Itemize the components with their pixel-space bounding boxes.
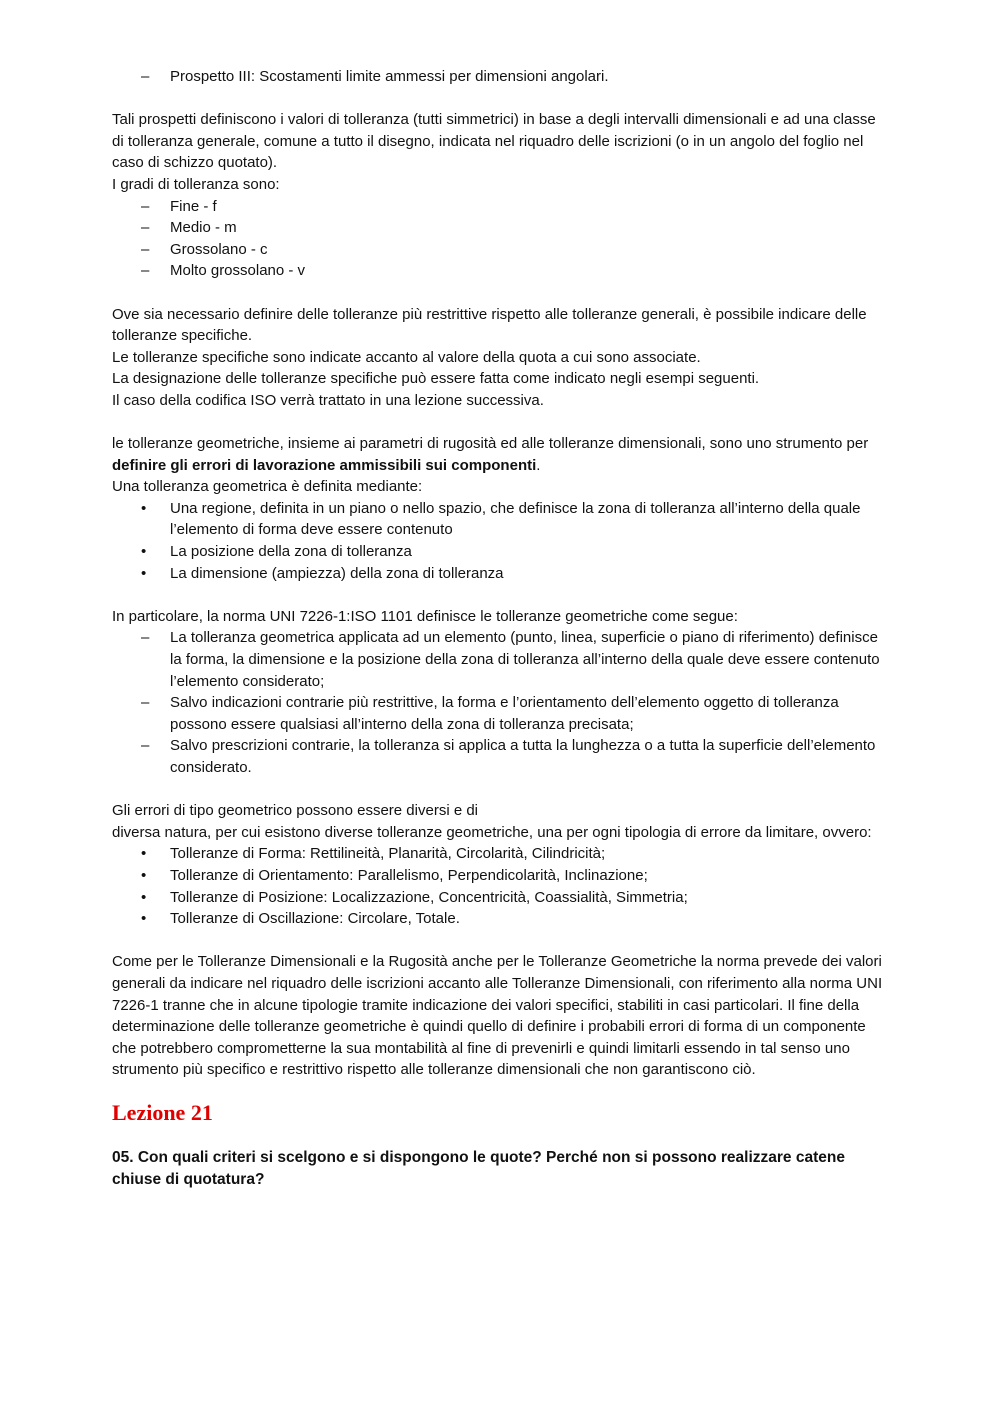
list-item — [112, 217, 888, 239]
list-item-text: Fine - f — [170, 197, 217, 215]
list-item — [112, 498, 888, 541]
paragraph-text: . — [536, 456, 541, 474]
paragraph: Come per le Tolleranze Dimensionali e la Rugosità anche per le Tolleranze Geometriche la norma prevede dei valori generali da indicare nel riquadro delle iscrizioni accanto alle Tolleranze Dimensionali, con riferimento alla norma UNI 7226-1 tranne che in alcune tipologie tramite indicazione dei valori specifici, stabiliti in casi particolari. Il fine della determinazione delle tolleranze geometriche è quindi quello di definire i probabili errori di forma di un componente che potrebbero comprometterne la sua montabilità al fine di prevenirli e quindi limitarli essendo in tal senso uno strumento più specifico e restrittivo rispetto alle tolleranze dimensionali che non garantiscono ciò. — [112, 953, 883, 1079]
paragraph: Gli errori di tipo geometrico possono essere diversi e di — [112, 802, 478, 820]
dash-marker: – — [141, 219, 150, 237]
bullet-marker: • — [141, 888, 147, 906]
list-item — [112, 239, 888, 261]
list-item-text: Tolleranze di Posizione: Localizzazione, Concentricità, Coassialità, Simmetria; — [170, 888, 688, 906]
dash-marker: – — [141, 197, 150, 215]
list-item — [112, 843, 888, 865]
tipologie-list — [112, 843, 888, 929]
list-item-text: Medio - m — [170, 219, 237, 237]
norma-list — [112, 627, 888, 778]
gradi-list — [112, 196, 888, 282]
list-item — [112, 692, 888, 735]
paragraph: Ove sia necessario definire delle tolleranze più restrittive rispetto alle tolleranze generali, è possibile indicare delle tolleranze specifiche. — [112, 305, 867, 345]
bullet-marker: • — [141, 543, 147, 561]
list-item-text: Grossolano - c — [170, 240, 268, 258]
list-item — [112, 887, 888, 909]
paragraph: Le tolleranze specifiche sono indicate accanto al valore della quota a cui sono associate. — [112, 348, 701, 366]
list-item — [112, 66, 888, 88]
paragraph: diversa natura, per cui esistono diverse tolleranze geometriche, una per ogni tipologia di errore da limitare, ovvero: — [112, 823, 872, 841]
list-item-text: Salvo indicazioni contrarie più restrittive, la forma e l’orientamento dell’elemento oggetto di tolleranza possono essere qualsiasi all’interno della zona di tolleranza precisata; — [170, 694, 839, 733]
list-item — [112, 260, 888, 282]
list-item — [112, 196, 888, 218]
list-item-text: Tolleranze di Orientamento: Parallelismo, Perpendicolarità, Inclinazione; — [170, 866, 648, 884]
paragraph: In particolare, la norma UNI 7226-1:ISO 1101 definisce le tolleranze geometriche come segue: — [112, 607, 738, 625]
list-item — [112, 865, 888, 887]
list-item-text: La posizione della zona di tolleranza — [170, 543, 412, 561]
paragraph-text: le tolleranze geometriche, insieme ai parametri di rugosità ed alle tolleranze dimensionali, sono uno strumento per — [112, 435, 869, 453]
dash-marker: – — [141, 240, 150, 258]
list-item-text: La dimensione (ampiezza) della zona di tolleranza — [170, 564, 504, 582]
list-item-text: Tolleranze di Oscillazione: Circolare, Totale. — [170, 910, 460, 928]
bullet-marker: • — [141, 499, 147, 517]
lesson-heading: Lezione 21 — [112, 1099, 213, 1125]
dash-marker: – — [141, 737, 150, 755]
dash-marker: – — [141, 629, 150, 647]
paragraph: I gradi di tolleranza sono: — [112, 175, 280, 193]
question-heading: 05. Con quali criteri si scelgono e si dispongono le quote? Perché non si possono realizzare catene chiuse di quotatura? — [112, 1148, 845, 1188]
list-item — [112, 541, 888, 563]
list-item — [112, 908, 888, 930]
paragraph: La designazione delle tolleranze specifiche può essere fatta come indicato negli esempi seguenti. — [112, 370, 760, 388]
bold-phrase: definire gli errori di lavorazione ammissibili sui componenti — [112, 456, 537, 474]
paragraph: Una tolleranza geometrica è definita mediante: — [112, 478, 423, 496]
list-item-text: Tolleranze di Forma: Rettilineità, Planarità, Circolarità, Cilindricità; — [170, 845, 606, 863]
list-item — [112, 563, 888, 585]
bullet-marker: • — [141, 845, 147, 863]
dash-marker: – — [141, 694, 150, 712]
bullet-marker: • — [141, 564, 147, 582]
dash-marker: – — [141, 262, 150, 280]
paragraph: Tali prospetti definiscono i valori di tolleranza (tutti simmetrici) in base a degli intervalli dimensionali e ad una classe di tolleranza generale, comune a tutto il disegno, indicata nel riquadro delle iscrizioni (o in un angolo del foglio nel caso di schizzo quotato). — [112, 111, 876, 172]
list-item-text: Prospetto III: Scostamenti limite ammessi per dimensioni angolari. — [170, 68, 609, 85]
definizione-list — [112, 498, 888, 584]
paragraph — [112, 433, 888, 476]
paragraph: Il caso della codifica ISO verrà trattato in una lezione successiva. — [112, 391, 544, 409]
bullet-marker: • — [141, 866, 147, 884]
list-item-text: Molto grossolano - v — [170, 262, 306, 280]
list-item-text: La tolleranza geometrica applicata ad un elemento (punto, linea, superficie o piano di riferimento) definisce la forma, la dimensione e la posizione della zona di tolleranza all’interno della quale deve essere contenuto l’elemento considerato; — [170, 629, 880, 690]
bullet-marker: • — [141, 910, 147, 928]
dash-marker: – — [141, 68, 150, 85]
list-item-text: Una regione, definita in un piano o nello spazio, che definisce la zona di tolleranza all’interno della quale l’elemento di forma deve essere contenuto — [170, 499, 861, 539]
prospetti-list — [112, 66, 888, 88]
list-item — [112, 627, 888, 692]
list-item — [112, 735, 888, 778]
list-item-text: Salvo prescrizioni contrarie, la tolleranza si applica a tutta la lunghezza o a tutta la superficie dell’elemento considerato. — [170, 737, 876, 776]
